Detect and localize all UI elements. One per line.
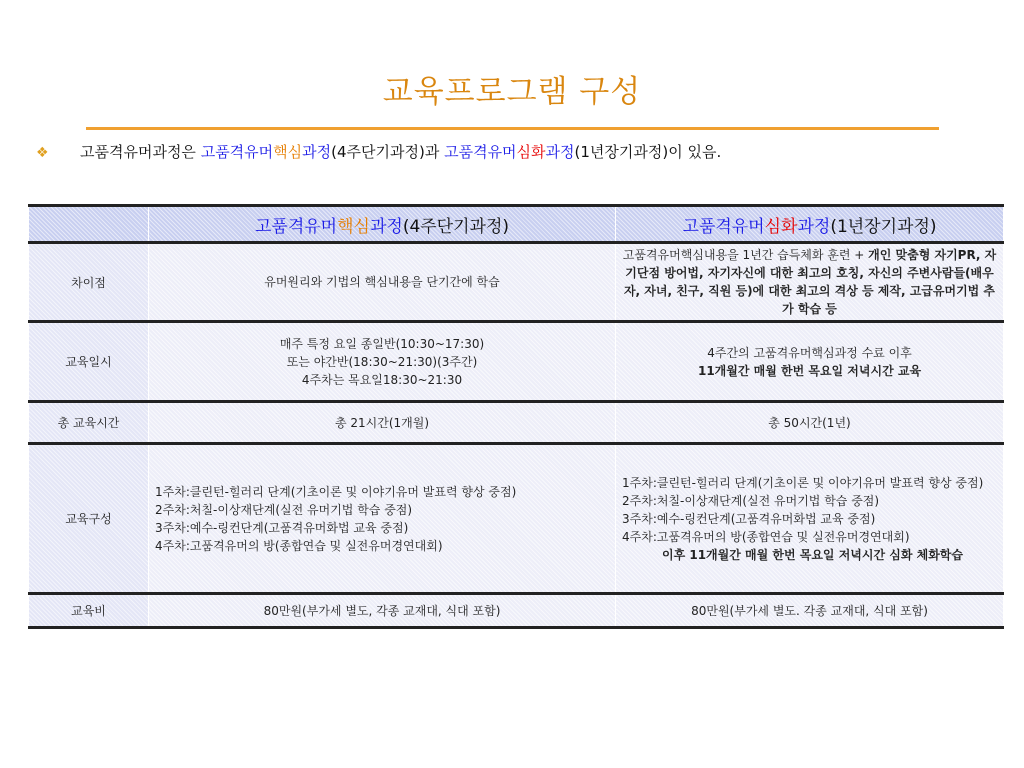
- table-header-row: [29, 206, 1004, 243]
- table-row-structure: [29, 444, 1004, 594]
- table-row-fee: [29, 594, 1004, 628]
- header-corner-cell: [29, 206, 149, 243]
- program-table: [28, 204, 1004, 629]
- intro-adv-a: 고품격유머: [444, 143, 517, 161]
- intro-line: [36, 141, 1006, 164]
- intro-text-b: (4주단기과정)과: [331, 143, 445, 161]
- schedule-advanced: 4주간의 고품격유머핵심과정 수료 이후 11개월간 매월 한번 목요일 저녁시간 교육: [616, 322, 1004, 402]
- hours-advanced: 총 50시간(1년): [616, 402, 1004, 444]
- header-advanced-course: 고품격유머심화과정(1년장기과정): [616, 206, 1004, 243]
- table-row-hours: [29, 402, 1004, 444]
- intro-text-a: 고품격유머과정은: [80, 143, 201, 161]
- structure-advanced: 1주차:클린턴-힐러리 단계(기초이론 및 이야기유머 발표력 향상 중점) 2주차:처칠-이상재단계(실전 유머기법 학습 중점) 3주차:예수-링컨단계(고품격유머화법 교육 중점) 4주차:고품격유머의 방(종합연습 및 실전유머경연대회) 이후 11개월간 매월 한번 목요일 저녁시간 심화 체화학습: [616, 444, 1004, 594]
- table-row-schedule: [29, 322, 1004, 402]
- header-core-course: 고품격유머핵심과정(4주단기과정): [149, 206, 616, 243]
- row-label-fee: 교육비: [29, 594, 149, 628]
- row-label-hours: 총 교육시간: [29, 402, 149, 444]
- difference-core: 유머원리와 기법의 핵심내용을 단기간에 학습: [149, 243, 616, 322]
- table-row-difference: [29, 243, 1004, 322]
- intro-core-c: 과정: [302, 143, 332, 161]
- intro-adv-b: 심화: [516, 143, 546, 161]
- difference-advanced: 고품격유머핵심내용을 1년간 습득체화 훈련 + 개인 맞춤형 자기PR, 자기단점 방어법, 자기자신에 대한 최고의 호칭, 자신의 주변사람들(배우자, 자녀, 친구, 직원 등)에 대한 최고의 격상 등 제작, 고급유머기법 추가 학습 등: [616, 243, 1004, 322]
- fee-core: 80만원(부가세 별도, 각종 교재대, 식대 포함): [149, 594, 616, 628]
- diamond-bullet-icon: ❖: [36, 145, 49, 161]
- hours-core: 총 21시간(1개월): [149, 402, 616, 444]
- schedule-core: 매주 특정 요일 종일반(10:30~17:30) 또는 야간반(18:30~21:30)(3주간) 4주차는 목요일18:30~21:30: [149, 322, 616, 402]
- structure-core: 1주차:클린턴-힐러리 단계(기초이론 및 이야기유머 발표력 향상 중점) 2주차:처칠-이상재단계(실전 유머기법 학습 중점) 3주차:예수-링컨단계(고품격유머화법 교육 중점) 4주차:고품격유머의 방(종합연습 및 실전유머경연대회): [149, 444, 616, 594]
- row-label-structure: 교육구성: [29, 444, 149, 594]
- title-divider: [86, 127, 939, 130]
- intro-core-a: 고품격유머: [200, 143, 274, 161]
- page-title: 교육프로그램 구성: [382, 74, 642, 110]
- intro-core-b: 핵심: [273, 143, 303, 161]
- intro-text-c: (1년장기과정)이 있음.: [574, 143, 722, 161]
- row-label-difference: 차이점: [29, 243, 149, 322]
- intro-adv-c: 과정: [545, 143, 575, 161]
- row-label-schedule: 교육일시: [29, 322, 149, 402]
- fee-advanced: 80만원(부가세 별도. 각종 교재대, 식대 포함): [616, 594, 1004, 628]
